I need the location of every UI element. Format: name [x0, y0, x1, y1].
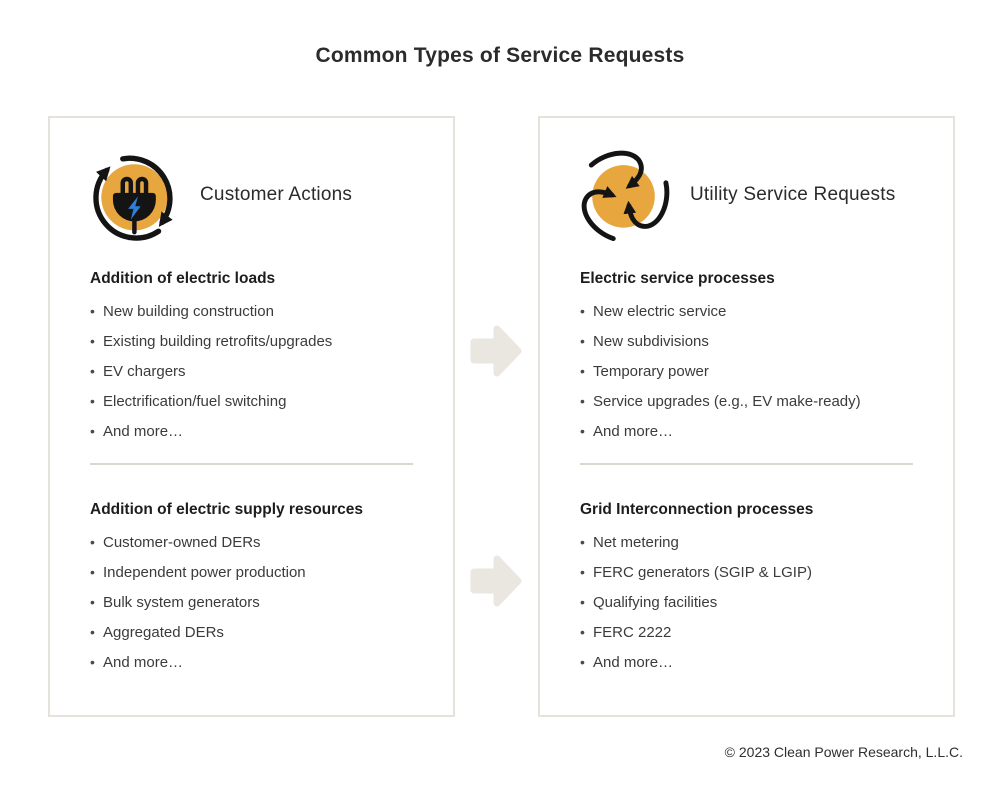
copyright-text: © 2023 Clean Power Research, L.L.C. — [724, 744, 963, 760]
list-item-text: And more… — [593, 653, 674, 671]
list-item-text: And more… — [103, 422, 184, 440]
list-item — [580, 587, 913, 617]
section-heading: Addition of electric supply resources — [90, 501, 364, 518]
bullet-icon: • — [580, 423, 585, 439]
section-electric-loads — [90, 270, 413, 446]
bullet-icon: • — [90, 594, 95, 610]
list-item-text: FERC 2222 — [593, 623, 672, 641]
bullet-icon: • — [90, 393, 95, 409]
section-divider — [580, 463, 913, 465]
bullet-icon: • — [580, 534, 585, 550]
list-item — [580, 386, 913, 416]
page-title: Common Types of Service Requests — [315, 44, 685, 67]
bullet-icon: • — [90, 333, 95, 349]
list-item — [90, 356, 413, 386]
list-item-text: Service upgrades (e.g., EV make-ready) — [593, 392, 861, 410]
list-item-text: Bulk system generators — [103, 593, 260, 611]
list-item — [90, 587, 413, 617]
section-supply-resources — [90, 501, 413, 677]
list-item-text: Qualifying facilities — [593, 593, 718, 611]
list-item-text: New electric service — [593, 302, 727, 320]
list-item-text: Independent power production — [103, 563, 306, 581]
right-arrow-icon — [469, 322, 523, 380]
bullet-icon: • — [580, 363, 585, 379]
bullet-icon: • — [90, 363, 95, 379]
list-item — [580, 416, 913, 446]
panel-title: Customer Actions — [200, 184, 353, 205]
list-item — [90, 386, 413, 416]
bullet-icon: • — [580, 564, 585, 580]
section-electric-service — [580, 270, 913, 446]
list-item-text: Existing building retrofits/upgrades — [103, 332, 333, 350]
list-item — [580, 617, 913, 647]
bullet-icon: • — [90, 564, 95, 580]
list-item-text: Net metering — [593, 533, 679, 551]
bullet-list — [580, 296, 913, 446]
section-heading: Grid Interconnection processes — [580, 501, 814, 518]
section-divider — [90, 463, 413, 465]
bullet-icon: • — [90, 303, 95, 319]
bullet-icon: • — [90, 534, 95, 550]
plug-cycle-icon — [87, 149, 180, 242]
bullet-icon: • — [580, 594, 585, 610]
bullet-icon: • — [580, 654, 585, 670]
list-item-text: EV chargers — [103, 362, 186, 380]
panel-header — [87, 148, 453, 242]
list-item-text: FERC generators (SGIP & LGIP) — [593, 563, 812, 581]
bullet-icon: • — [580, 624, 585, 640]
bullet-list — [580, 527, 913, 677]
list-item — [580, 356, 913, 386]
bullet-list — [90, 296, 413, 446]
section-heading: Electric service processes — [580, 270, 775, 287]
bullet-icon: • — [580, 333, 585, 349]
list-item — [90, 527, 413, 557]
bullet-icon: • — [580, 393, 585, 409]
bullet-icon: • — [90, 624, 95, 640]
list-item — [580, 527, 913, 557]
panel-header — [577, 148, 953, 242]
list-item-text: Customer-owned DERs — [103, 533, 261, 551]
panel-title: Utility Service Requests — [690, 184, 896, 205]
bullet-icon: • — [580, 303, 585, 319]
list-item-text: Temporary power — [593, 362, 709, 380]
list-item-text: Aggregated DERs — [103, 623, 224, 641]
section-grid-interconnection — [580, 501, 913, 677]
converging-arrows-icon — [577, 149, 670, 242]
customer-actions-panel — [48, 116, 455, 717]
section-heading: Addition of electric loads — [90, 270, 276, 287]
list-item — [580, 296, 913, 326]
list-item-text: And more… — [593, 422, 674, 440]
list-item — [580, 557, 913, 587]
bullet-list — [90, 527, 413, 677]
list-item — [90, 557, 413, 587]
list-item — [580, 326, 913, 356]
list-item — [90, 296, 413, 326]
list-item — [90, 326, 413, 356]
right-arrow-icon — [469, 552, 523, 610]
list-item-text: And more… — [103, 653, 184, 671]
list-item — [580, 647, 913, 677]
list-item — [90, 416, 413, 446]
list-item — [90, 617, 413, 647]
bullet-icon: • — [90, 654, 95, 670]
list-item-text: Electrification/fuel switching — [103, 392, 287, 410]
list-item-text: New subdivisions — [593, 332, 709, 350]
utility-service-requests-panel — [538, 116, 955, 717]
bullet-icon: • — [90, 423, 95, 439]
list-item-text: New building construction — [103, 302, 274, 320]
list-item — [90, 647, 413, 677]
